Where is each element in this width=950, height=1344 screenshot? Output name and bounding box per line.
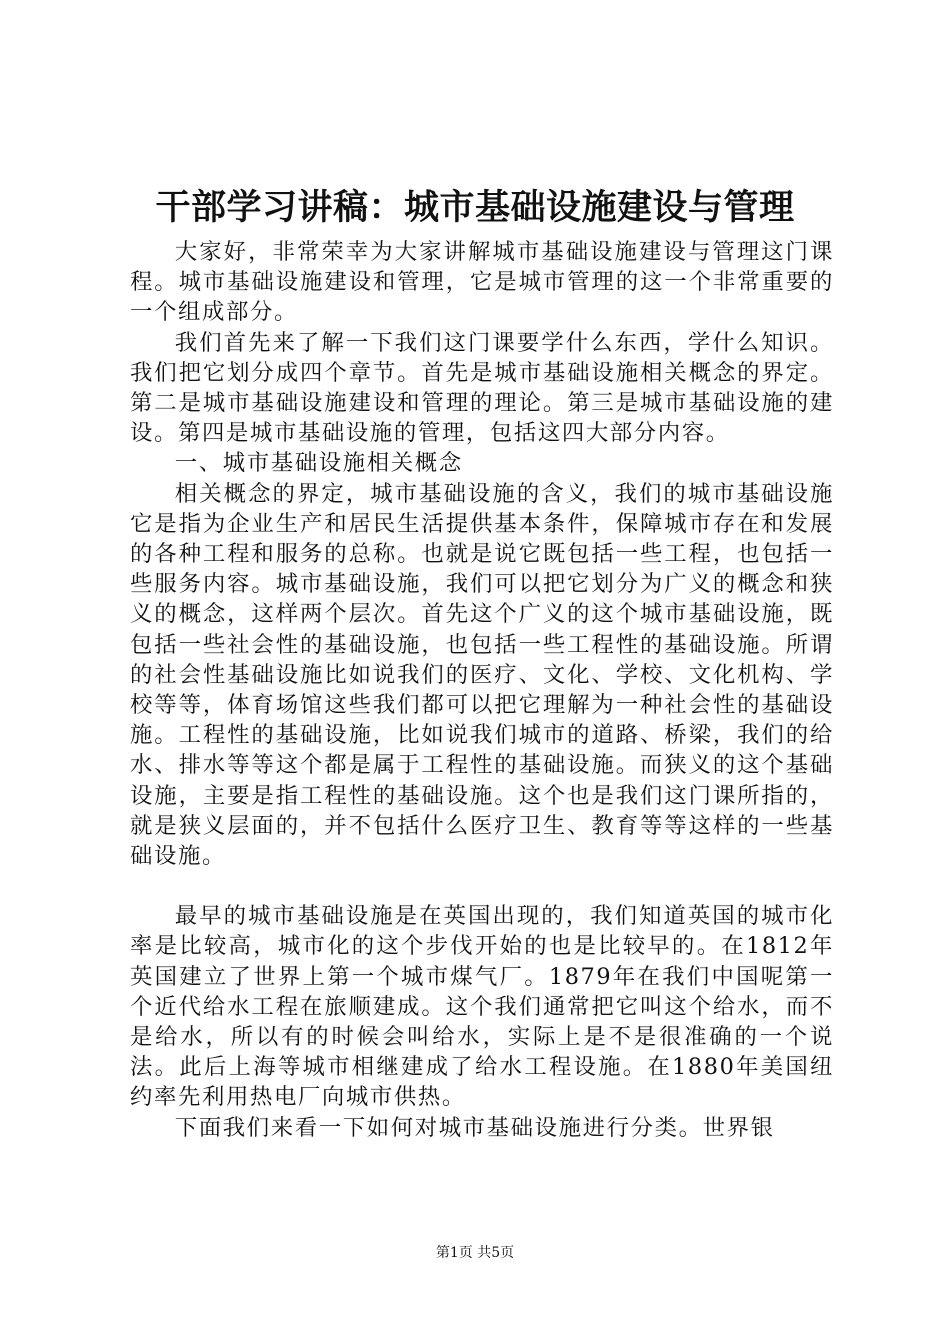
paragraph-classification: 下面我们来看一下如何对城市基础设施进行分类。世界银 (174, 1114, 775, 1141)
page-number-footer: 第1页 共5页 (435, 1245, 515, 1261)
section-heading: 一、城市基础设施相关概念 (174, 450, 463, 477)
page-title: 干部学习讲稿：城市基础设施建设与管理 (155, 187, 795, 228)
paragraph-course-outline: 我们首先来了解一下我们这门课要学什么东西，学什么知识。我们把它划分成四个章节。首先是城市基础设施相关概念的界定。第二是城市基础设施建设和管理的理论。第三是城市基础设施的建设。第四是城市基础设施的管理，包括这四大部分内容。 (130, 329, 834, 447)
paragraph-definition: 相关概念的界定，城市基础设施的含义，我们的城市基础设施它是指为企业生产和居民生活提供基本条件，保障城市存在和发展的各种工程和服务的总称。也就是说它既包括一些工程，也包括一些服务内容。城市基础设施，我们可以把它划分为广义的概念和狭义的概念，这样两个层次。首先这个广义的这个城市基础设施，既包括一些社会性的基础设施，也包括一些工程性的基础设施。所谓的社会性基础设施比如说我们的医疗、文化、学校、文化机构、学校等等，体育场馆这些我们都可以把它理解为一种社会性的基础设施。工程性的基础设施，比如说我们城市的道路、桥梁，我们的给水、排水等等这个都是属于工程性的基础设施。而狭义的这个基础设施，主要是指工程性的基础设施。这个也是我们这门课所指的，就是狭义层面的，并不包括什么医疗卫生、教育等等这样的一些基础设施。 (130, 480, 834, 870)
paragraph-history: 最早的城市基础设施是在英国出现的，我们知道英国的城市化率是比较高，城市化的这个步伐开始的也是比较早的。在1812年英国建立了世界上第一个城市煤气厂。1879年在我们中国呢第一个近代给水工程在旅顺建成。这个我们通常把它叫这个给水，而不是给水，所以有的时候会叫给水，实际上是不是很准确的一个说法。此后上海等城市相继建成了给水工程设施。在1880年美国纽约率先利用热电厂向城市供热。 (130, 903, 834, 1111)
document-body (130, 237, 834, 1143)
paragraph-intro: 大家好，非常荣幸为大家讲解城市基础设施建设与管理这门课程。城市基础设施建设和管理，它是城市管理的这一个非常重要的一个组成部分。 (130, 239, 834, 326)
